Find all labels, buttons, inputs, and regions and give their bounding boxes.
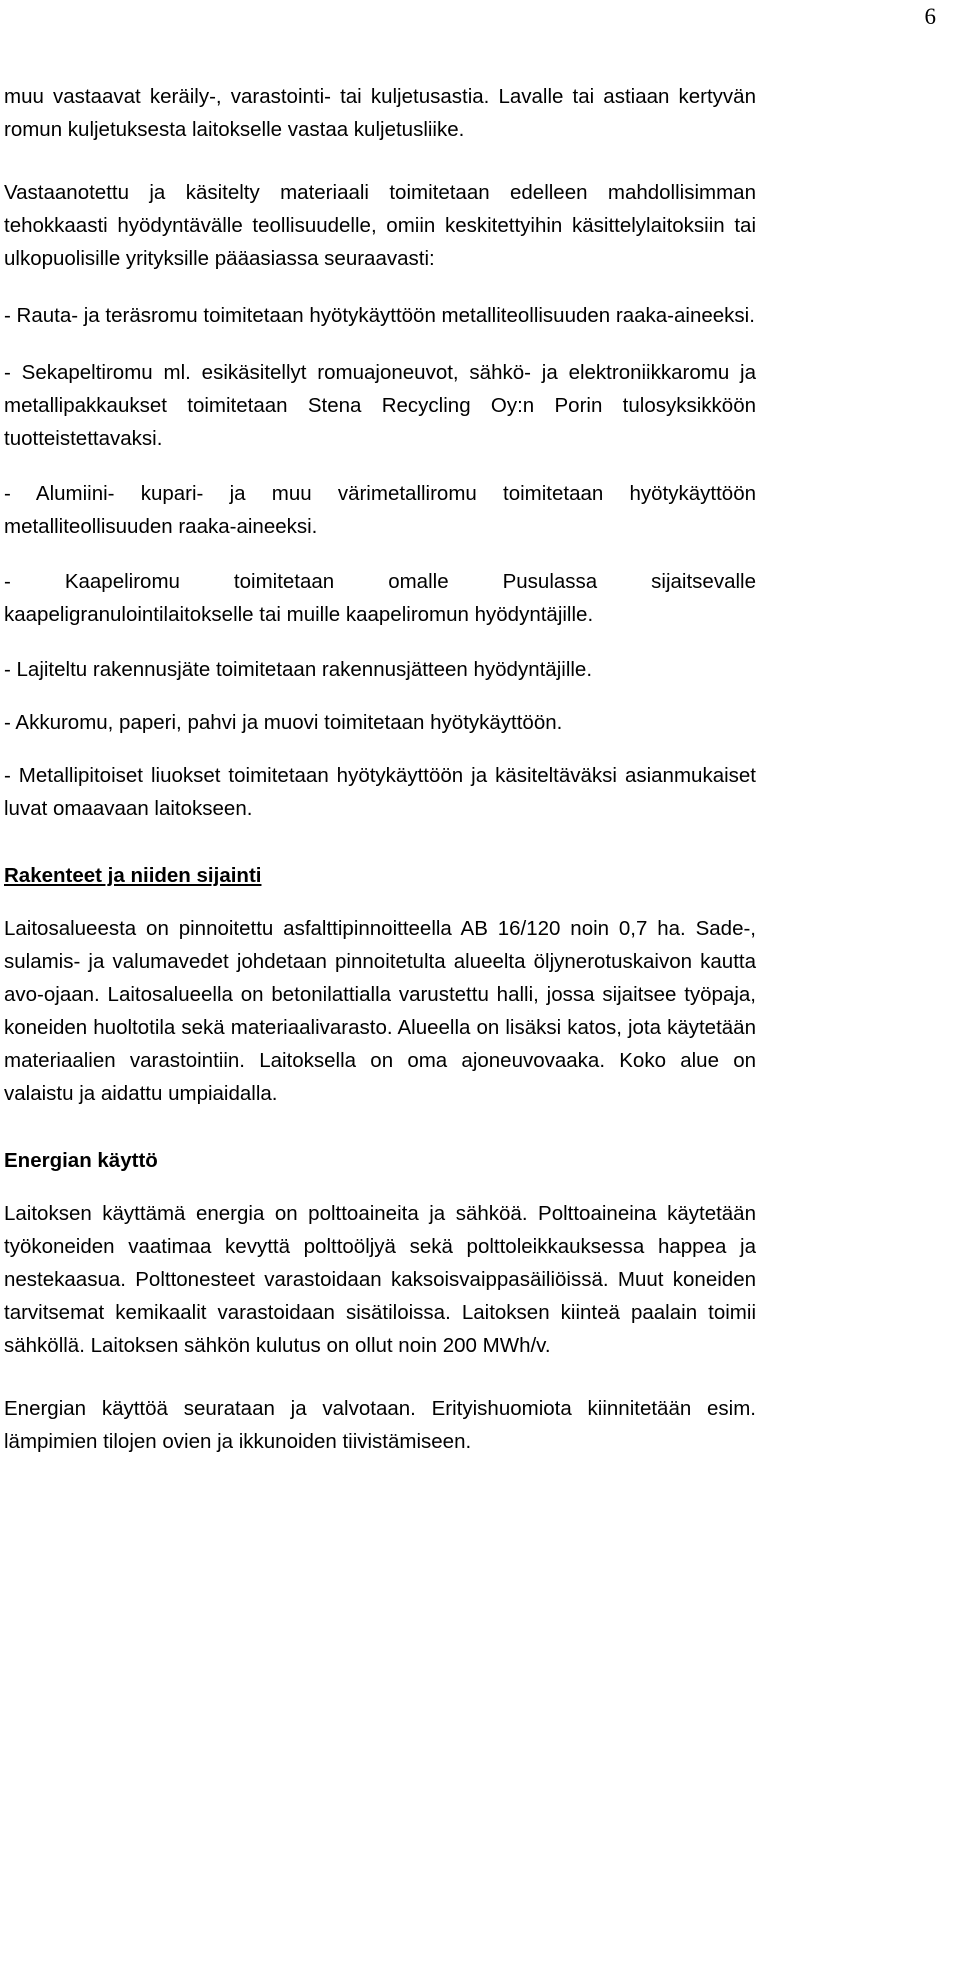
list-item-construction-waste: - Lajiteltu rakennusjäte toimitetaan rakennusjätteen hyödyntäjille. (4, 658, 593, 681)
paragraph-collection-intro: muu vastaavat keräily-, varastointi- tai kuljetusastia. Lavalle tai astiaan kertyvän romun kuljetuksesta laitokselle vastaa kuljetusliike. (4, 85, 756, 141)
list-item-sheet-scrap: - Sekapeltiromu ml. esikäsitellyt romuajoneuvot, sähkö- ja elektroniikkaromu ja metallipakkaukset toimitetaan Stena Recycling Oy:n Porin tulosyksikköön tuotteistettavaksi. (4, 361, 756, 450)
document-body (4, 80, 756, 1458)
paragraph-structures: Laitosalueesta on pinnoitettu asfalttipinnoitteella AB 16/120 noin 0,7 ha. Sade-, sulamis- ja valumavedet johdetaan pinnoitetulta alueelta öljynerotuskaivon kautta avo-ojaan. Laitosalueella on betonilattialla varustettu halli, jossa sijaitsee työpaja, koneiden huoltotila sekä materiaalivarasto. Alueella on lisäksi katos, jota käytetään materiaalien varastointiin. Laitoksella on oma ajoneuvovaaka. Koko alue on valaistu ja aidattu umpiaidalla. (4, 917, 756, 1105)
list-item-nonferrous: - Alumiini- kupari- ja muu värimetalliromu toimitetaan hyötykäyttöön metalliteollisuuden raaka-aineeksi. (4, 482, 756, 538)
list-item-cable-scrap: - Kaapeliromu toimitetaan omalle Pusulassa sijaitsevalle kaapeligranulointilaitokselle tai muille kaapeliromun hyödyntäjille. (4, 570, 756, 626)
page-number: 6 (924, 4, 936, 29)
list-item-metal-solutions: - Metallipitoiset liuokset toimitetaan hyötykäyttöön ja käsiteltäväksi asianmukaiset luvat omaavaan laitokseen. (4, 764, 756, 820)
list-item-iron-steel: - Rauta- ja teräsromu toimitetaan hyötykäyttöön metalliteollisuuden raaka-aineeksi. (4, 304, 755, 327)
paragraph-energy-use: Laitoksen käyttämä energia on polttoaineita ja sähköä. Polttoaineina käytetään työkoneiden vaatimaa kevyttä polttoöljyä sekä polttoleikkauksessa happea ja nestekaasua. Polttonesteet varastoidaan kaksoisvaippasäiliöissä. Muut koneiden tarvitsemat kemikaalit varastoidaan sisätiloissa. Laitoksen kiinteä paalain toimii sähköllä. Laitoksen sähkön kulutus on ollut noin 200 MWh/v. (4, 1202, 756, 1357)
section-heading-structures: Rakenteet ja niiden sijainti (4, 864, 262, 887)
list-item-batteries-paper: - Akkuromu, paperi, pahvi ja muovi toimitetaan hyötykäyttöön. (4, 711, 563, 734)
paragraph-energy-monitoring: Energian käyttöä seurataan ja valvotaan. Erityishuomiota kiinnitetään esim. lämpimien tilojen ovien ja ikkunoiden tiivistämiseen. (4, 1397, 756, 1453)
paragraph-material-delivery: Vastaanotettu ja käsitelty materiaali toimitetaan edelleen mahdollisimman tehokkaasti hyödyntävälle teollisuudelle, omiin keskitettyihin käsittelylaitoksiin tai ulkopuolisille yrityksille pääasiassa seuraavasti: (4, 181, 756, 270)
section-heading-energy: Energian käyttö (4, 1149, 158, 1172)
